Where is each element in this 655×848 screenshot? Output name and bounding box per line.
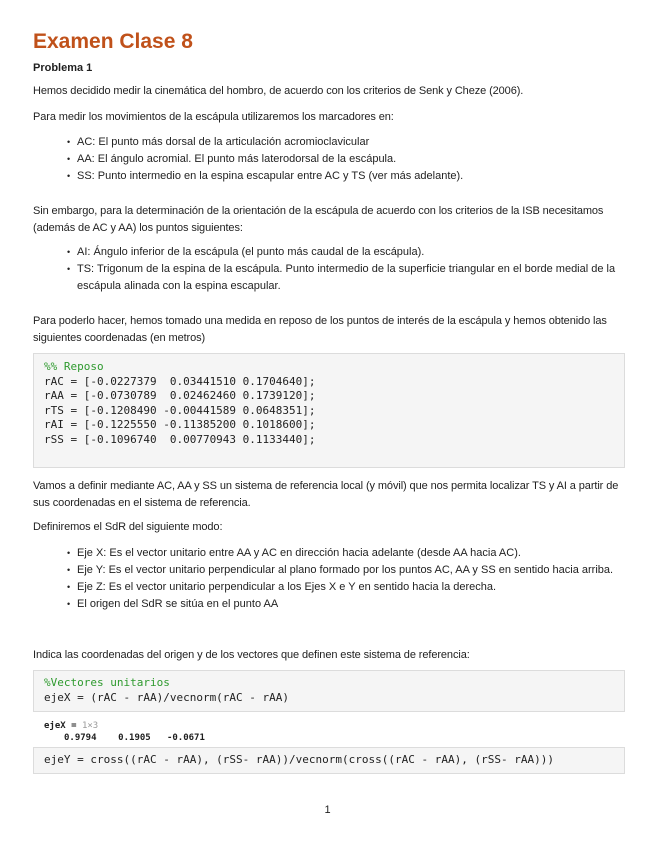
code-line: ejeY = cross((rAC - rAA), (rSS- rAA))/vecnorm(cross((rAC - rAA), (rSS- rAA))) — [44, 753, 554, 766]
sdr-definition-intro: Definiremos el SdR del siguiente modo: — [33, 521, 223, 533]
list-item: • Eje X: Es el vector unitario entre AA y AC en dirección hacia adelante (desde AA hacia AC). — [33, 545, 628, 562]
output-values: 0.9794 0.1905 -0.0671 — [64, 733, 205, 743]
list-item: • El origen del SdR se sitúa en el punto AA — [33, 596, 628, 613]
code-line: rAC = [-0.0227379 0.03441510 0.1704640]; — [44, 374, 316, 388]
question-paragraph: Indica las coordenadas del origen y de los vectores que definen este sistema de referencia: — [33, 649, 470, 661]
page-number: 1 — [324, 804, 331, 816]
code-line: rSS = [-0.1096740 0.00770943 0.1133440]; — [44, 432, 316, 446]
code-line: ejeX = (rAC - rAA)/vecnorm(rAC - rAA) — [44, 690, 290, 704]
markers-list — [33, 134, 628, 185]
list-item: • AA: El ángulo acromial. El punto más laterodorsal de la escápula. — [33, 151, 628, 168]
intro-paragraph: Hemos decidido medir la cinemática del hombro, de acuerdo con los criterios de Senk y Cheze (2006). — [33, 85, 524, 97]
code-line: rAA = [-0.0730789 0.02462460 0.1739120]; — [44, 389, 316, 402]
points-list — [33, 244, 628, 295]
code-block-ejey[interactable] — [33, 747, 625, 774]
code-comment: %% Reposo — [44, 360, 104, 373]
code-block-reposo[interactable] — [33, 353, 625, 468]
measurement-paragraph: Para poderlo hacer, hemos tomado una medida en reposo de los puntos de interés de la escápula y hemos obtenido las siguientes coordenadas (en metros) — [33, 315, 607, 344]
list-item: • Eje Y: Es el vector unitario perpendicular al plano formado por los puntos AC, AA y SS en sentido hacia arriba. — [33, 562, 628, 579]
list-item: • AC: El punto más dorsal de la articulación acromioclavicular — [33, 134, 628, 151]
isb-paragraph: Sin embargo, para la determinación de la orientación de la escápula de acuerdo con los criterios de la ISB necesitamos (además de AC y AA) los puntos siguientes: — [33, 205, 604, 234]
list-item: • Eje Z: Es el vector unitario perpendicular a los Ejes X e Y en sentido hacia la derecha. — [33, 579, 628, 596]
code-comment: %Vectores unitarios — [44, 676, 170, 689]
page-title: Examen Clase 8 — [33, 30, 193, 53]
code-line: rTS = [-0.1208490 -0.00441589 0.0648351]; — [44, 403, 316, 417]
problem-label: Problema 1 — [33, 62, 93, 74]
output-ejex — [44, 720, 205, 744]
list-item: • TS: Trigonum de la espina de la escápula. Punto intermedio de la superficie triangular en el borde medial de la escápula alinada con la espina escapular. — [33, 261, 628, 295]
list-item: • AI: Ángulo inferior de la escápula (el punto más caudal de la escápula). — [33, 244, 628, 261]
code-line: rAI = [-0.1225550 -0.11385200 0.1018600]; — [44, 418, 316, 431]
list-item: • SS: Punto intermedio en la espina escapular entre AC y TS (ver más adelante). — [33, 168, 628, 185]
axes-list — [33, 545, 628, 613]
markers-intro: Para medir los movimientos de la escápula utilizaremos los marcadores en: — [33, 111, 394, 123]
sdr-paragraph: Vamos a definir mediante AC, AA y SS un sistema de referencia local (y móvil) que nos permita localizar TS y AI a partir de sus coordenadas en el sistema de referencia. — [33, 480, 619, 509]
code-block-ejex[interactable] — [33, 670, 625, 712]
output-dims: 1×3 — [81, 721, 99, 731]
output-label: ejeX = — [44, 721, 82, 731]
